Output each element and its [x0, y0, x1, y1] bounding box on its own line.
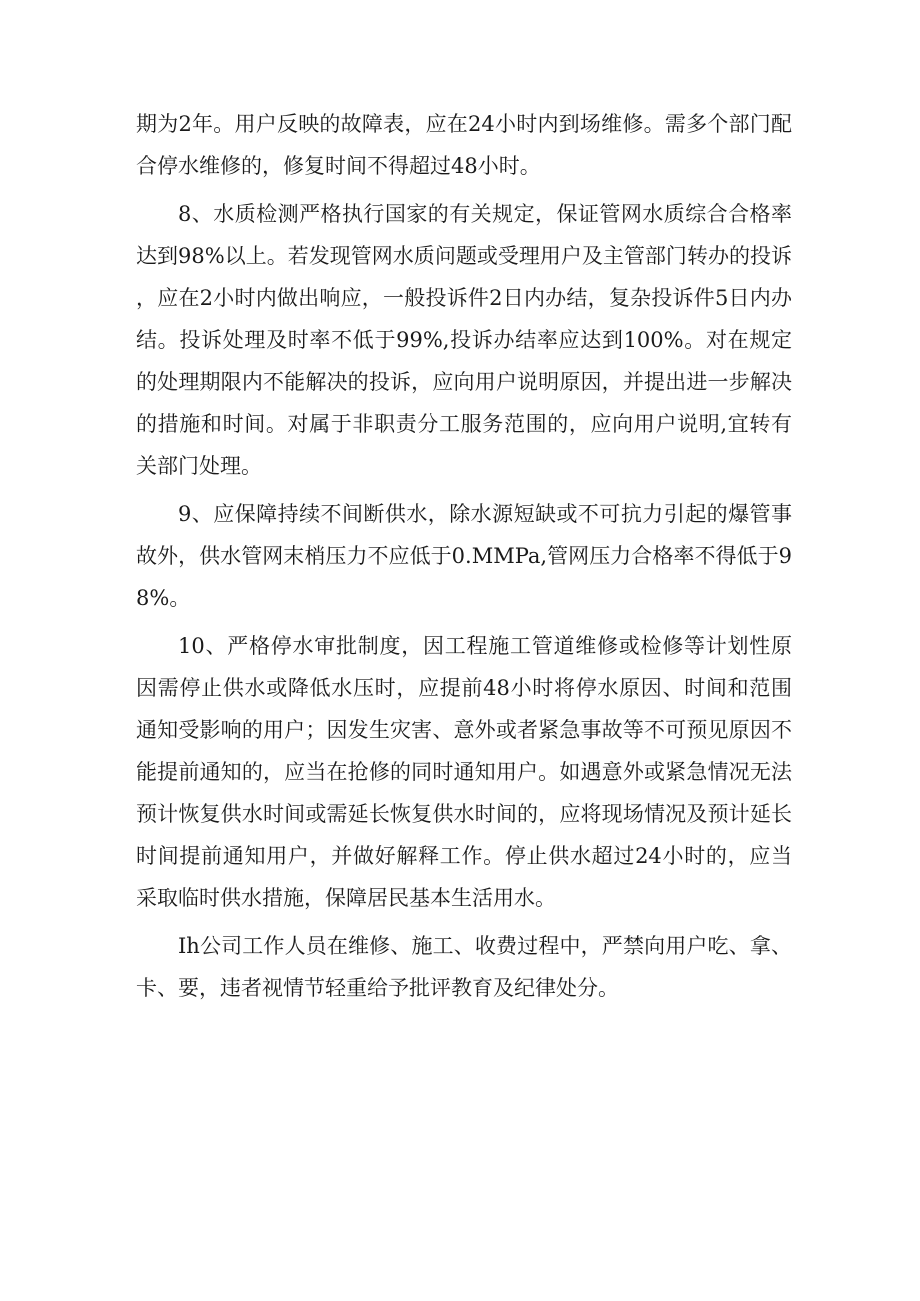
- paragraph-item-11-staff-conduct: Ih公司工作人员在维修、施工、收费过程中，严禁向用户吃、拿、卡、要，违者视情节轻重给予批评教育及纪律处分。: [136, 934, 792, 1000]
- paragraph-continuation: 期为2年。用户反映的故障表，应在24小时内到场维修。需多个部门配合停水维修的，修复时间不得超过48小时。: [136, 112, 792, 178]
- paragraph-item-10-supply-interruption: 10、严格停水审批制度，因工程施工管道维修或检修等计划性原因需停止供水或降低水压时，应提前48小时将停水原因、时间和范围通知受影响的用户；因发生灾害、意外或者紧急事故等不可预见原因不能提前通知的，应当在抢修的同时通知用户。如遇意外或紧急情况无法预计恢复供水时间或需延长恢复供水时间的，应将现场情况及预计延长时间提前通知用户，并做好解释工作。停止供水超过24小时的，应当采取临时供水措施，保障居民基本生活用水。: [136, 634, 792, 910]
- paragraph-item-9-water-pressure: 9、应保障持续不间断供水，除水源短缺或不可抗力引起的爆管事故外，供水管网末梢压力不应低于0.MMPa,管网压力合格率不得低于98%。: [136, 502, 792, 610]
- paragraph-item-8-water-quality: 8、水质检测严格执行国家的有关规定，保证管网水质综合合格率达到98%以上。若发现管网水质问题或受理用户及主管部门转办的投诉，应在2小时内做出响应，一般投诉件2日内办结，复杂投诉件5日内办结。投诉处理及时率不低于99%,投诉办结率应达到100%。对在规定的处理期限内不能解决的投诉，应向用户说明原因，并提出进一步解决的措施和时间。对属于非职责分工服务范围的，应向用户说明,宜转有关部门处理。: [136, 202, 792, 478]
- document-body: [136, 103, 792, 1009]
